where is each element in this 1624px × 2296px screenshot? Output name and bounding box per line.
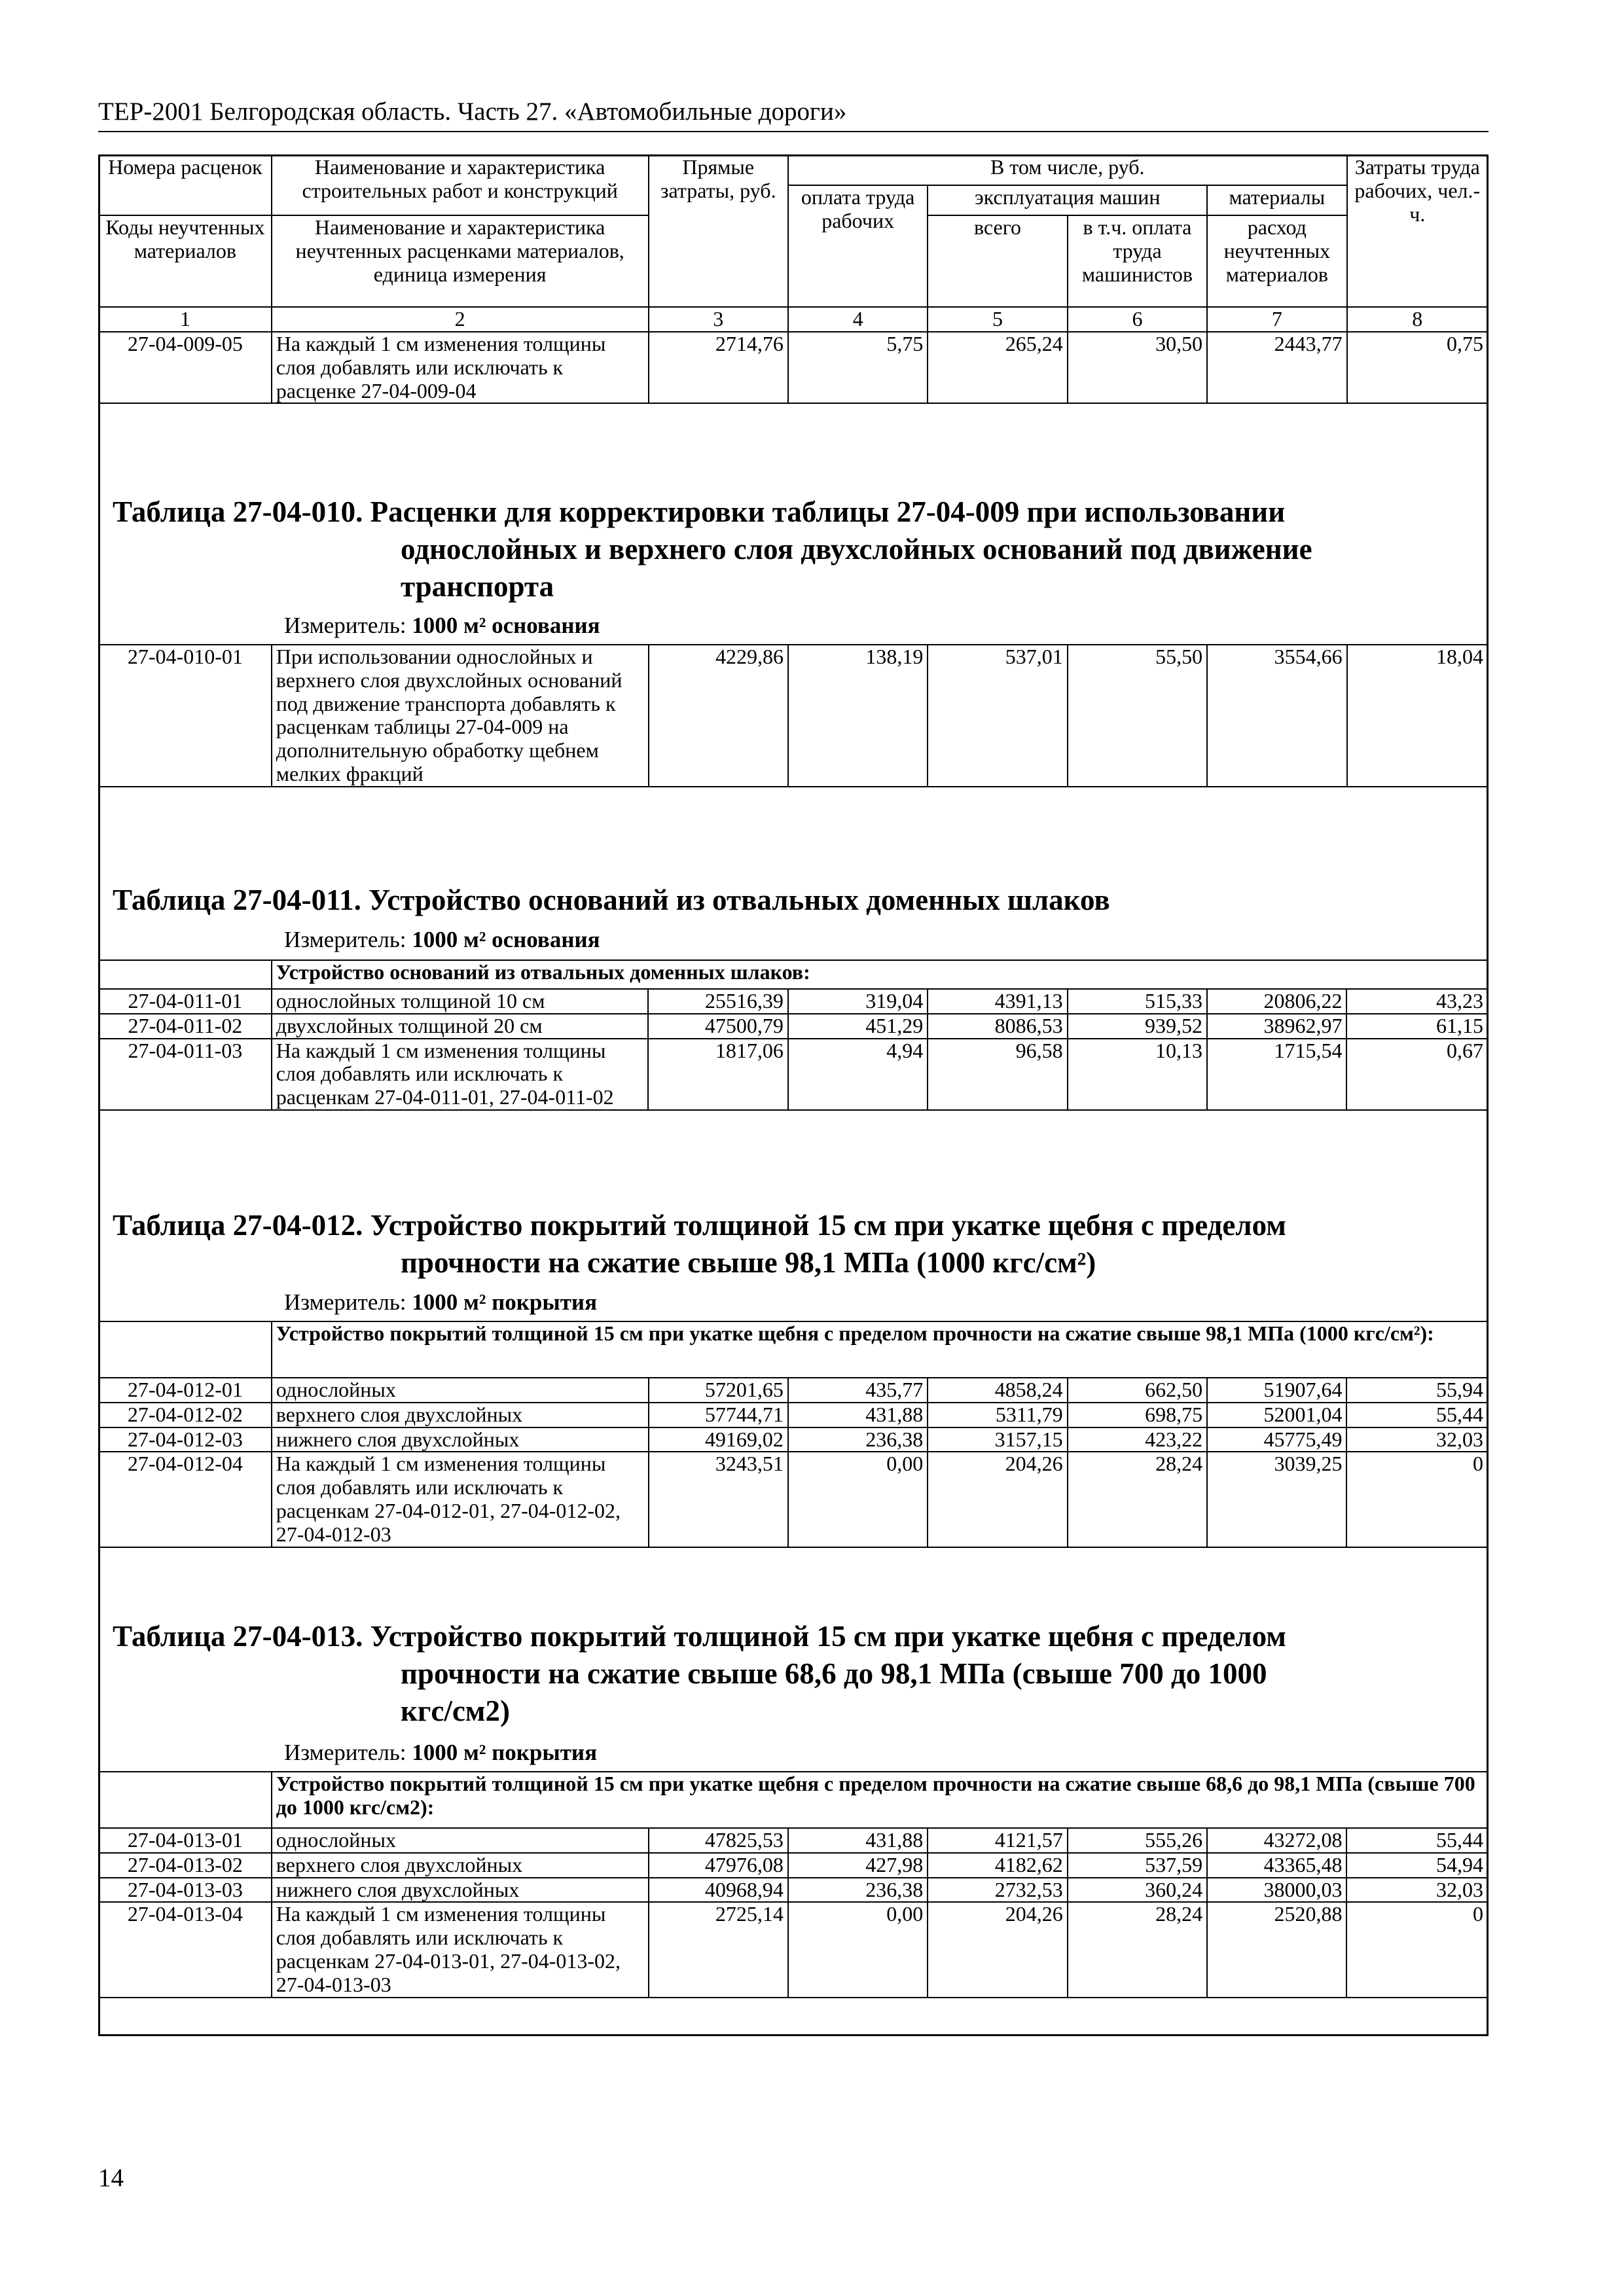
table-011 bbox=[98, 960, 1489, 1111]
value-direct: 47825,53 bbox=[649, 1828, 788, 1853]
value-machines: 204,26 bbox=[928, 1902, 1067, 1997]
meter-value: 1000 м² покрытия bbox=[412, 1740, 598, 1765]
col-number: 6 bbox=[1068, 307, 1207, 332]
value-wages: 451,29 bbox=[788, 1014, 928, 1039]
table-011-title-line: Таблица 27-04-011. Устройство оснований из отвальных доменных шлаков bbox=[113, 884, 1110, 916]
value-machines: 4858,24 bbox=[928, 1378, 1067, 1403]
meter-value: 1000 м² основания bbox=[412, 927, 600, 952]
subtitle-code-cell bbox=[99, 960, 272, 989]
rate-name: нижнего слоя двухслойных bbox=[272, 1427, 649, 1452]
rate-name: однослойных bbox=[272, 1378, 649, 1403]
col-number: 8 bbox=[1347, 307, 1488, 332]
table-010 bbox=[98, 644, 1489, 787]
column-header-table bbox=[98, 154, 1489, 404]
table-011-title bbox=[113, 882, 1110, 919]
value-machines: 4391,13 bbox=[928, 989, 1067, 1014]
table-row bbox=[99, 1039, 1488, 1110]
table-012 bbox=[98, 1321, 1489, 1548]
rate-name: На каждый 1 см изменения толщины слоя добавлять или исключать к расценкам 27-04-013-01, 27-04-013-02, 27-04-013-03 bbox=[272, 1902, 649, 1997]
meter-label: Измеритель: bbox=[284, 1289, 412, 1315]
rate-name: нижнего слоя двухслойных bbox=[272, 1878, 649, 1903]
rate-code: 27-04-013-02 bbox=[99, 1853, 272, 1878]
table-012-title-line: Таблица 27-04-012. Устройство покрытий толщиной 15 см при укатке щебня с пределом bbox=[113, 1209, 1286, 1242]
meter-value: 1000 м² покрытия bbox=[412, 1289, 598, 1315]
table-row bbox=[99, 1828, 1488, 1853]
col-direct-costs: Прямые затраты, руб. bbox=[649, 155, 788, 307]
value-materials: 38000,03 bbox=[1207, 1878, 1346, 1903]
table-009-rows bbox=[99, 332, 1488, 403]
value-machines: 204,26 bbox=[928, 1452, 1067, 1547]
table-010-title bbox=[113, 493, 1312, 605]
rate-name: При использовании однослойных и верхнего слоя двухслойных оснований под движение транспорта добавлять к расценкам таблицы 27-04-009 на дополнительную обработку щебнем мелких фракций bbox=[272, 645, 649, 787]
table-row bbox=[99, 1014, 1488, 1039]
table-row bbox=[99, 1427, 1488, 1452]
value-wages: 427,98 bbox=[788, 1853, 928, 1878]
value-labor: 32,03 bbox=[1346, 1427, 1488, 1452]
value-machine-wages: 10,13 bbox=[1068, 1039, 1207, 1110]
value-machines: 537,01 bbox=[928, 645, 1067, 787]
col-codes-unaccounted: Коды неучтенных материалов bbox=[99, 215, 272, 307]
table-010-title-line: однослойных и верхнего слоя двухслойных оснований под движение bbox=[401, 533, 1312, 565]
meter-label: Измеритель: bbox=[284, 1740, 412, 1765]
value-machine-wages: 360,24 bbox=[1068, 1878, 1207, 1903]
table-012-title-line: прочности на сжатие свыше 98,1 МПа (1000 кгс/см²) bbox=[401, 1246, 1096, 1279]
value-machines: 4121,57 bbox=[928, 1828, 1067, 1853]
col-machine-total: всего bbox=[928, 215, 1067, 307]
value-machine-wages: 555,26 bbox=[1068, 1828, 1207, 1853]
value-materials: 20806,22 bbox=[1207, 989, 1346, 1014]
table-row bbox=[99, 1403, 1488, 1427]
value-wages: 236,38 bbox=[788, 1427, 928, 1452]
value-machine-wages: 423,22 bbox=[1068, 1427, 1207, 1452]
value-labor: 18,04 bbox=[1347, 645, 1488, 787]
table-row bbox=[99, 1378, 1488, 1403]
table-010-title-line: Таблица 27-04-010. Расценки для корректировки таблицы 27-04-009 при использовании bbox=[113, 495, 1286, 528]
value-machine-wages: 939,52 bbox=[1068, 1014, 1207, 1039]
table-013-title-line: прочности на сжатие свыше 68,6 до 98,1 МПа (свыше 700 до 1000 bbox=[401, 1657, 1267, 1690]
value-materials: 1715,54 bbox=[1207, 1039, 1346, 1110]
value-machine-wages: 537,59 bbox=[1068, 1853, 1207, 1878]
value-machine-wages: 662,50 bbox=[1068, 1378, 1207, 1403]
col-name: Наименование и характеристика строительных работ и конструкций bbox=[272, 155, 649, 215]
rate-name: однослойных bbox=[272, 1828, 649, 1853]
value-wages: 4,94 bbox=[788, 1039, 928, 1110]
value-labor: 0,67 bbox=[1346, 1039, 1488, 1110]
table-010-meter bbox=[284, 613, 600, 639]
col-number: 1 bbox=[99, 307, 272, 332]
table-row bbox=[99, 1878, 1488, 1903]
value-direct: 25516,39 bbox=[648, 989, 787, 1014]
value-wages: 236,38 bbox=[788, 1878, 928, 1903]
col-name-unaccounted: Наименование и характеристика неучтенных расценками материалов, единица измерения bbox=[272, 215, 649, 307]
value-wages: 431,88 bbox=[788, 1828, 928, 1853]
header-rule bbox=[98, 131, 1489, 132]
rate-code: 27-04-009-05 bbox=[99, 332, 272, 403]
col-including: В том числе, руб. bbox=[788, 155, 1347, 185]
col-number: 3 bbox=[649, 307, 788, 332]
table-row bbox=[99, 1902, 1488, 1997]
col-machine-wages: в т.ч. оплата труда машинистов bbox=[1068, 215, 1207, 307]
table-013-title bbox=[113, 1618, 1286, 1730]
rate-code: 27-04-013-03 bbox=[99, 1878, 272, 1903]
rate-name: однослойных толщиной 10 см bbox=[272, 989, 649, 1014]
rate-code: 27-04-010-01 bbox=[99, 645, 272, 787]
value-labor: 54,94 bbox=[1346, 1853, 1488, 1878]
value-wages: 5,75 bbox=[788, 332, 928, 403]
table-013-title-line: Таблица 27-04-013. Устройство покрытий толщиной 15 см при укатке щебня с пределом bbox=[113, 1620, 1286, 1653]
table-012-title bbox=[113, 1207, 1286, 1282]
table-012-rows bbox=[99, 1378, 1488, 1547]
value-direct: 3243,51 bbox=[649, 1452, 788, 1547]
value-materials: 38962,97 bbox=[1207, 1014, 1346, 1039]
rate-name: На каждый 1 см изменения толщины слоя добавлять или исключать к расценке 27-04-009-04 bbox=[272, 332, 649, 403]
value-labor: 32,03 bbox=[1346, 1878, 1488, 1903]
value-machines: 96,58 bbox=[928, 1039, 1067, 1110]
value-materials: 2443,77 bbox=[1207, 332, 1346, 403]
table-row bbox=[99, 645, 1488, 787]
table-row bbox=[99, 332, 1488, 403]
col-materials-unaccounted: расход неучтенных материалов bbox=[1207, 215, 1346, 307]
table-011-meter bbox=[284, 927, 600, 953]
value-direct: 2714,76 bbox=[649, 332, 788, 403]
table-010-title-line: транспорта bbox=[401, 570, 554, 603]
meter-label: Измеритель: bbox=[284, 613, 412, 638]
value-direct: 47976,08 bbox=[649, 1853, 788, 1878]
col-number: 5 bbox=[928, 307, 1067, 332]
table-013-meter bbox=[284, 1740, 597, 1766]
value-materials: 43365,48 bbox=[1207, 1853, 1346, 1878]
value-machines: 8086,53 bbox=[928, 1014, 1067, 1039]
table-013-title-line: кгс/см2) bbox=[401, 1695, 510, 1727]
table-012-subtitle: Устройство покрытий толщиной 15 см при укатке щебня с пределом прочности на сжатие свыше 98,1 МПа (1000 кгс/см²): bbox=[272, 1321, 1488, 1378]
page-number: 14 bbox=[98, 2164, 124, 2192]
rate-name: На каждый 1 см изменения толщины слоя добавлять или исключать к расценкам 27-04-011-01, 27-04-011-02 bbox=[272, 1039, 649, 1110]
col-number: 7 bbox=[1207, 307, 1346, 332]
value-machine-wages: 55,50 bbox=[1068, 645, 1207, 787]
value-labor: 0 bbox=[1346, 1902, 1488, 1997]
value-machines: 265,24 bbox=[928, 332, 1067, 403]
value-labor: 0 bbox=[1346, 1452, 1488, 1547]
table-row bbox=[99, 1853, 1488, 1878]
rate-code: 27-04-012-04 bbox=[99, 1452, 272, 1547]
table-row bbox=[99, 989, 1488, 1014]
col-machine-operation: эксплуатация машин bbox=[928, 185, 1207, 215]
value-labor: 43,23 bbox=[1346, 989, 1488, 1014]
rate-name: верхнего слоя двухслойных bbox=[272, 1853, 649, 1878]
value-direct: 1817,06 bbox=[648, 1039, 787, 1110]
value-wages: 319,04 bbox=[788, 989, 928, 1014]
rate-code: 27-04-011-01 bbox=[99, 989, 272, 1014]
value-materials: 2520,88 bbox=[1207, 1902, 1346, 1997]
value-machine-wages: 30,50 bbox=[1068, 332, 1207, 403]
value-machine-wages: 515,33 bbox=[1068, 989, 1207, 1014]
value-wages: 0,00 bbox=[788, 1452, 928, 1547]
value-machine-wages: 28,24 bbox=[1068, 1452, 1207, 1547]
value-machines: 4182,62 bbox=[928, 1853, 1067, 1878]
value-materials: 3554,66 bbox=[1207, 645, 1346, 787]
col-labor-wages: оплата труда рабочих bbox=[788, 185, 928, 307]
value-materials: 45775,49 bbox=[1207, 1427, 1346, 1452]
rate-code: 27-04-013-04 bbox=[99, 1902, 272, 1997]
value-wages: 138,19 bbox=[788, 645, 928, 787]
page-header: ТЕР-2001 Белгородская область. Часть 27. «Автомобильные дороги» bbox=[98, 98, 847, 126]
value-wages: 435,77 bbox=[788, 1378, 928, 1403]
subtitle-code-cell bbox=[99, 1321, 272, 1378]
value-machines: 3157,15 bbox=[928, 1427, 1067, 1452]
value-labor: 55,44 bbox=[1346, 1828, 1488, 1853]
rate-code: 27-04-012-03 bbox=[99, 1427, 272, 1452]
value-machines: 5311,79 bbox=[928, 1403, 1067, 1427]
value-materials: 51907,64 bbox=[1207, 1378, 1346, 1403]
table-012-meter bbox=[284, 1289, 597, 1316]
meter-value: 1000 м² основания bbox=[412, 613, 600, 638]
value-materials: 43272,08 bbox=[1207, 1828, 1346, 1853]
value-labor: 0,75 bbox=[1347, 332, 1488, 403]
value-direct: 47500,79 bbox=[648, 1014, 787, 1039]
col-materials: материалы bbox=[1207, 185, 1346, 215]
value-machines: 2732,53 bbox=[928, 1878, 1067, 1903]
value-direct: 49169,02 bbox=[649, 1427, 788, 1452]
meter-label: Измеритель: bbox=[284, 927, 412, 952]
value-direct: 40968,94 bbox=[649, 1878, 788, 1903]
table-011-rows bbox=[99, 989, 1488, 1110]
rate-code: 27-04-012-01 bbox=[99, 1378, 272, 1403]
rate-name: двухслойных толщиной 20 см bbox=[272, 1014, 649, 1039]
value-direct: 4229,86 bbox=[649, 645, 788, 787]
rate-name: На каждый 1 см изменения толщины слоя добавлять или исключать к расценкам 27-04-012-01, 27-04-012-02, 27-04-012-03 bbox=[272, 1452, 649, 1547]
value-wages: 0,00 bbox=[788, 1902, 928, 1997]
value-machine-wages: 28,24 bbox=[1068, 1902, 1207, 1997]
rate-code: 27-04-011-03 bbox=[99, 1039, 272, 1110]
subtitle-code-cell bbox=[99, 1772, 272, 1828]
value-machine-wages: 698,75 bbox=[1068, 1403, 1207, 1427]
value-wages: 431,88 bbox=[788, 1403, 928, 1427]
value-direct: 57744,71 bbox=[649, 1403, 788, 1427]
table-row bbox=[99, 1452, 1488, 1547]
value-direct: 57201,65 bbox=[649, 1378, 788, 1403]
value-labor: 55,44 bbox=[1346, 1403, 1488, 1427]
rate-code: 27-04-012-02 bbox=[99, 1403, 272, 1427]
table-013 bbox=[98, 1771, 1489, 1998]
value-labor: 55,94 bbox=[1346, 1378, 1488, 1403]
value-labor: 61,15 bbox=[1346, 1014, 1488, 1039]
table-010-rows bbox=[99, 645, 1488, 787]
col-number: 2 bbox=[272, 307, 649, 332]
rate-name: верхнего слоя двухслойных bbox=[272, 1403, 649, 1427]
value-direct: 2725,14 bbox=[649, 1902, 788, 1997]
col-number: 4 bbox=[788, 307, 928, 332]
table-013-subtitle: Устройство покрытий толщиной 15 см при укатке щебня с пределом прочности на сжатие свыше 68,6 до 98,1 МПа (свыше 700 до 1000 кгс/см2): bbox=[272, 1772, 1488, 1828]
value-materials: 3039,25 bbox=[1207, 1452, 1346, 1547]
col-labor-costs: Затраты труда рабочих, чел.-ч. bbox=[1347, 155, 1488, 307]
table-011-subtitle: Устройство оснований из отвальных доменных шлаков: bbox=[272, 960, 1488, 989]
rate-code: 27-04-013-01 bbox=[99, 1828, 272, 1853]
rate-code: 27-04-011-02 bbox=[99, 1014, 272, 1039]
value-materials: 52001,04 bbox=[1207, 1403, 1346, 1427]
col-rate-number: Номера расценок bbox=[99, 155, 272, 215]
table-013-rows bbox=[99, 1828, 1488, 1998]
